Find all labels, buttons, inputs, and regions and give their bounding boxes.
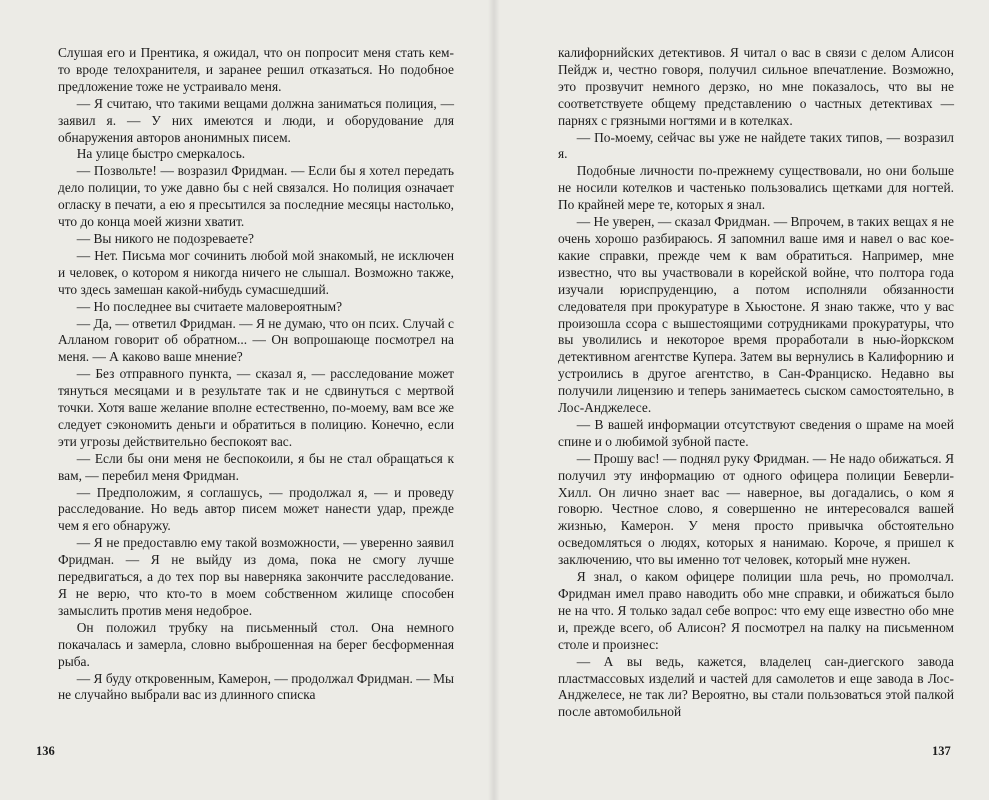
page-number: 136 [36, 744, 55, 758]
paragraph: — В вашей информации отсутствуют сведения о шраме на моей спине и о любимой зубной пасте. [558, 416, 954, 449]
paragraph: — А вы ведь, кажется, владелец сан-диегского завода пластмассовых изделий и частей для самолетов и еще завода в Лос-Анджелесе, не так ли? Вероятно, вы стали пользоваться этой палкой после автомобильной [558, 653, 954, 720]
paragraph: На улице быстро смеркалось. [76, 146, 246, 162]
paragraph: — Вы никого не подозреваете? [76, 230, 254, 246]
paragraph: — Не уверен, — сказал Фридман. — Впрочем, в таких вещах я не очень хорошо разбираюсь. Я запомнил ваше имя и навел о вас кое-какие справки, прежде чем к вам обратиться. Например, мне известно, что вы участвовали в корейской войне, что полтора года изучали юриспруденцию, а потом исполняли обязанности следователя при прокуратуре в Хьюстоне. Я знаю также, что у вас произошла ссора с вышестоящими сотрудниками прокуратуры, что вы уволились и некоторое время проработали в нью-йоркском детективном агентстве Купера. Затем вы вернулись в Калифорнию и устроились в другое агентство, в Сан-Франциско. Недавно вы получили лицензию и теперь занимаетесь сыском самостоятельно, в Лос-Анджелесе. [558, 214, 954, 416]
paragraph: Слушая его и Прентика, я ожидал, что он попросит меня стать кем-то вроде телохранителя, и заранее решил отказаться. Но подобное предложение тоже не устраивало меня. [58, 45, 454, 94]
paragraph: — Предположим, я соглашусь, — продолжал я, — и проведу расследование. Но ведь автор писем может нанести удар, прежде чем я его обнаружу. [58, 484, 454, 534]
paragraph: Подобные личности по-прежнему существовали, но они больше не носили котелков и частенько пользовались щетками для ногтей. По крайней мере те, которых я знал. [558, 163, 954, 213]
right-page [494, 0, 989, 800]
paragraph: — По-моему, сейчас вы уже не найдете таких типов, — возразил я. [558, 129, 954, 162]
paragraph: Он положил трубку на письменный стол. Она немного покачалась и замерла, словно выброшенная на берег бесформенная рыба. [58, 619, 454, 669]
paragraph: — Но последнее вы считаете маловероятным? [76, 298, 343, 314]
paragraph: — Позвольте! — возразил Фридман. — Если бы я хотел передать дело полиции, то уже давно бы с ней связался. Но полиция означает огласку в печати, а ею я пресытился за последние месяцы настолько, что до конца моей жизни хватит. [58, 163, 454, 230]
paragraph: — Прошу вас! — поднял руку Фридман. — Не надо обижаться. Я получил эту информацию от одного офицера полиции Беверли-Хилл. Он лично знает вас — наверное, вы догадались, о ком я говорю. Честное слово, я совершенно не интересовался вашей жизнью, Камерон. У меня просто привычка обстоятельно осведомляться о людях, которых я нанимаю. Короче, я пришел к заключению, что вы именно тот человек, который мне нужен. [558, 450, 954, 568]
paragraph: — Если бы они меня не беспокоили, я бы не стал обращаться к вам, — перебил меня Фридман. [58, 450, 454, 483]
left-page-text [58, 45, 454, 704]
paragraph: — Я считаю, что такими вещами должна заниматься полиция, — заявил я. — У них имеются и люди, и оборудование для обнаружения авторов анонимных писем. [58, 95, 454, 145]
paragraph: — Я не предоставлю ему такой возможности, — уверенно заявил Фридман. — Я не выйду из дома, пока не смогу лучше передвигаться, а до тех пор вы наверняка закончите расследование. Я не верю, что кто-то в моем собственном жилище способен замыслить против меня недоброе. [58, 535, 454, 618]
left-page [0, 0, 494, 800]
paragraph: — Нет. Письма мог сочинить любой мой знакомый, не исключен и человек, о котором я никогда ничего не слышал. Возможно также, что здесь замешан какой-нибудь сумасшедший. [58, 247, 454, 297]
paragraph: — Я буду откровенным, Камерон, — продолжал Фридман. — Мы не случайно выбрали вас из длинного списка [58, 670, 454, 703]
right-page-text [558, 45, 954, 721]
paragraph: Я знал, о каком офицере полиции шла речь, но промолчал. Фридман имел право наводить обо мне справки, и обижаться было не на что. Я только задал себе вопрос: что ему еще известно обо мне и, прежде всего, об Алисон? Я посмотрел на палку на письменном столе и произнес: [558, 569, 954, 652]
page-number: 137 [932, 744, 951, 758]
paragraph: калифорнийских детективов. Я читал о вас в связи с делом Алисон Пейдж и, честно говоря, получил сильное впечатление. Возможно, это прозвучит немного дерзко, но мне показалось, что вы не соответствуете общему представлению о частных детективах — парнях с грязными ногтями и в котелках. [558, 45, 954, 128]
paragraph: — Да, — ответил Фридман. — Я не думаю, что он псих. Случай с Алланом говорит об обратном... — Он вопрошающе посмотрел на меня. — А каково ваше мнение? [58, 315, 454, 365]
paragraph: — Без отправного пункта, — сказал я, — расследование может тянуться месяцами и в результате так и не сдвинуться с мертвой точки. Хотя ваше желание вполне естественно, по-моему, вам все же следует сэкономить деньги и обратиться в полицию. Конечно, если эти угрозы действительно беспокоят вас. [58, 366, 454, 449]
